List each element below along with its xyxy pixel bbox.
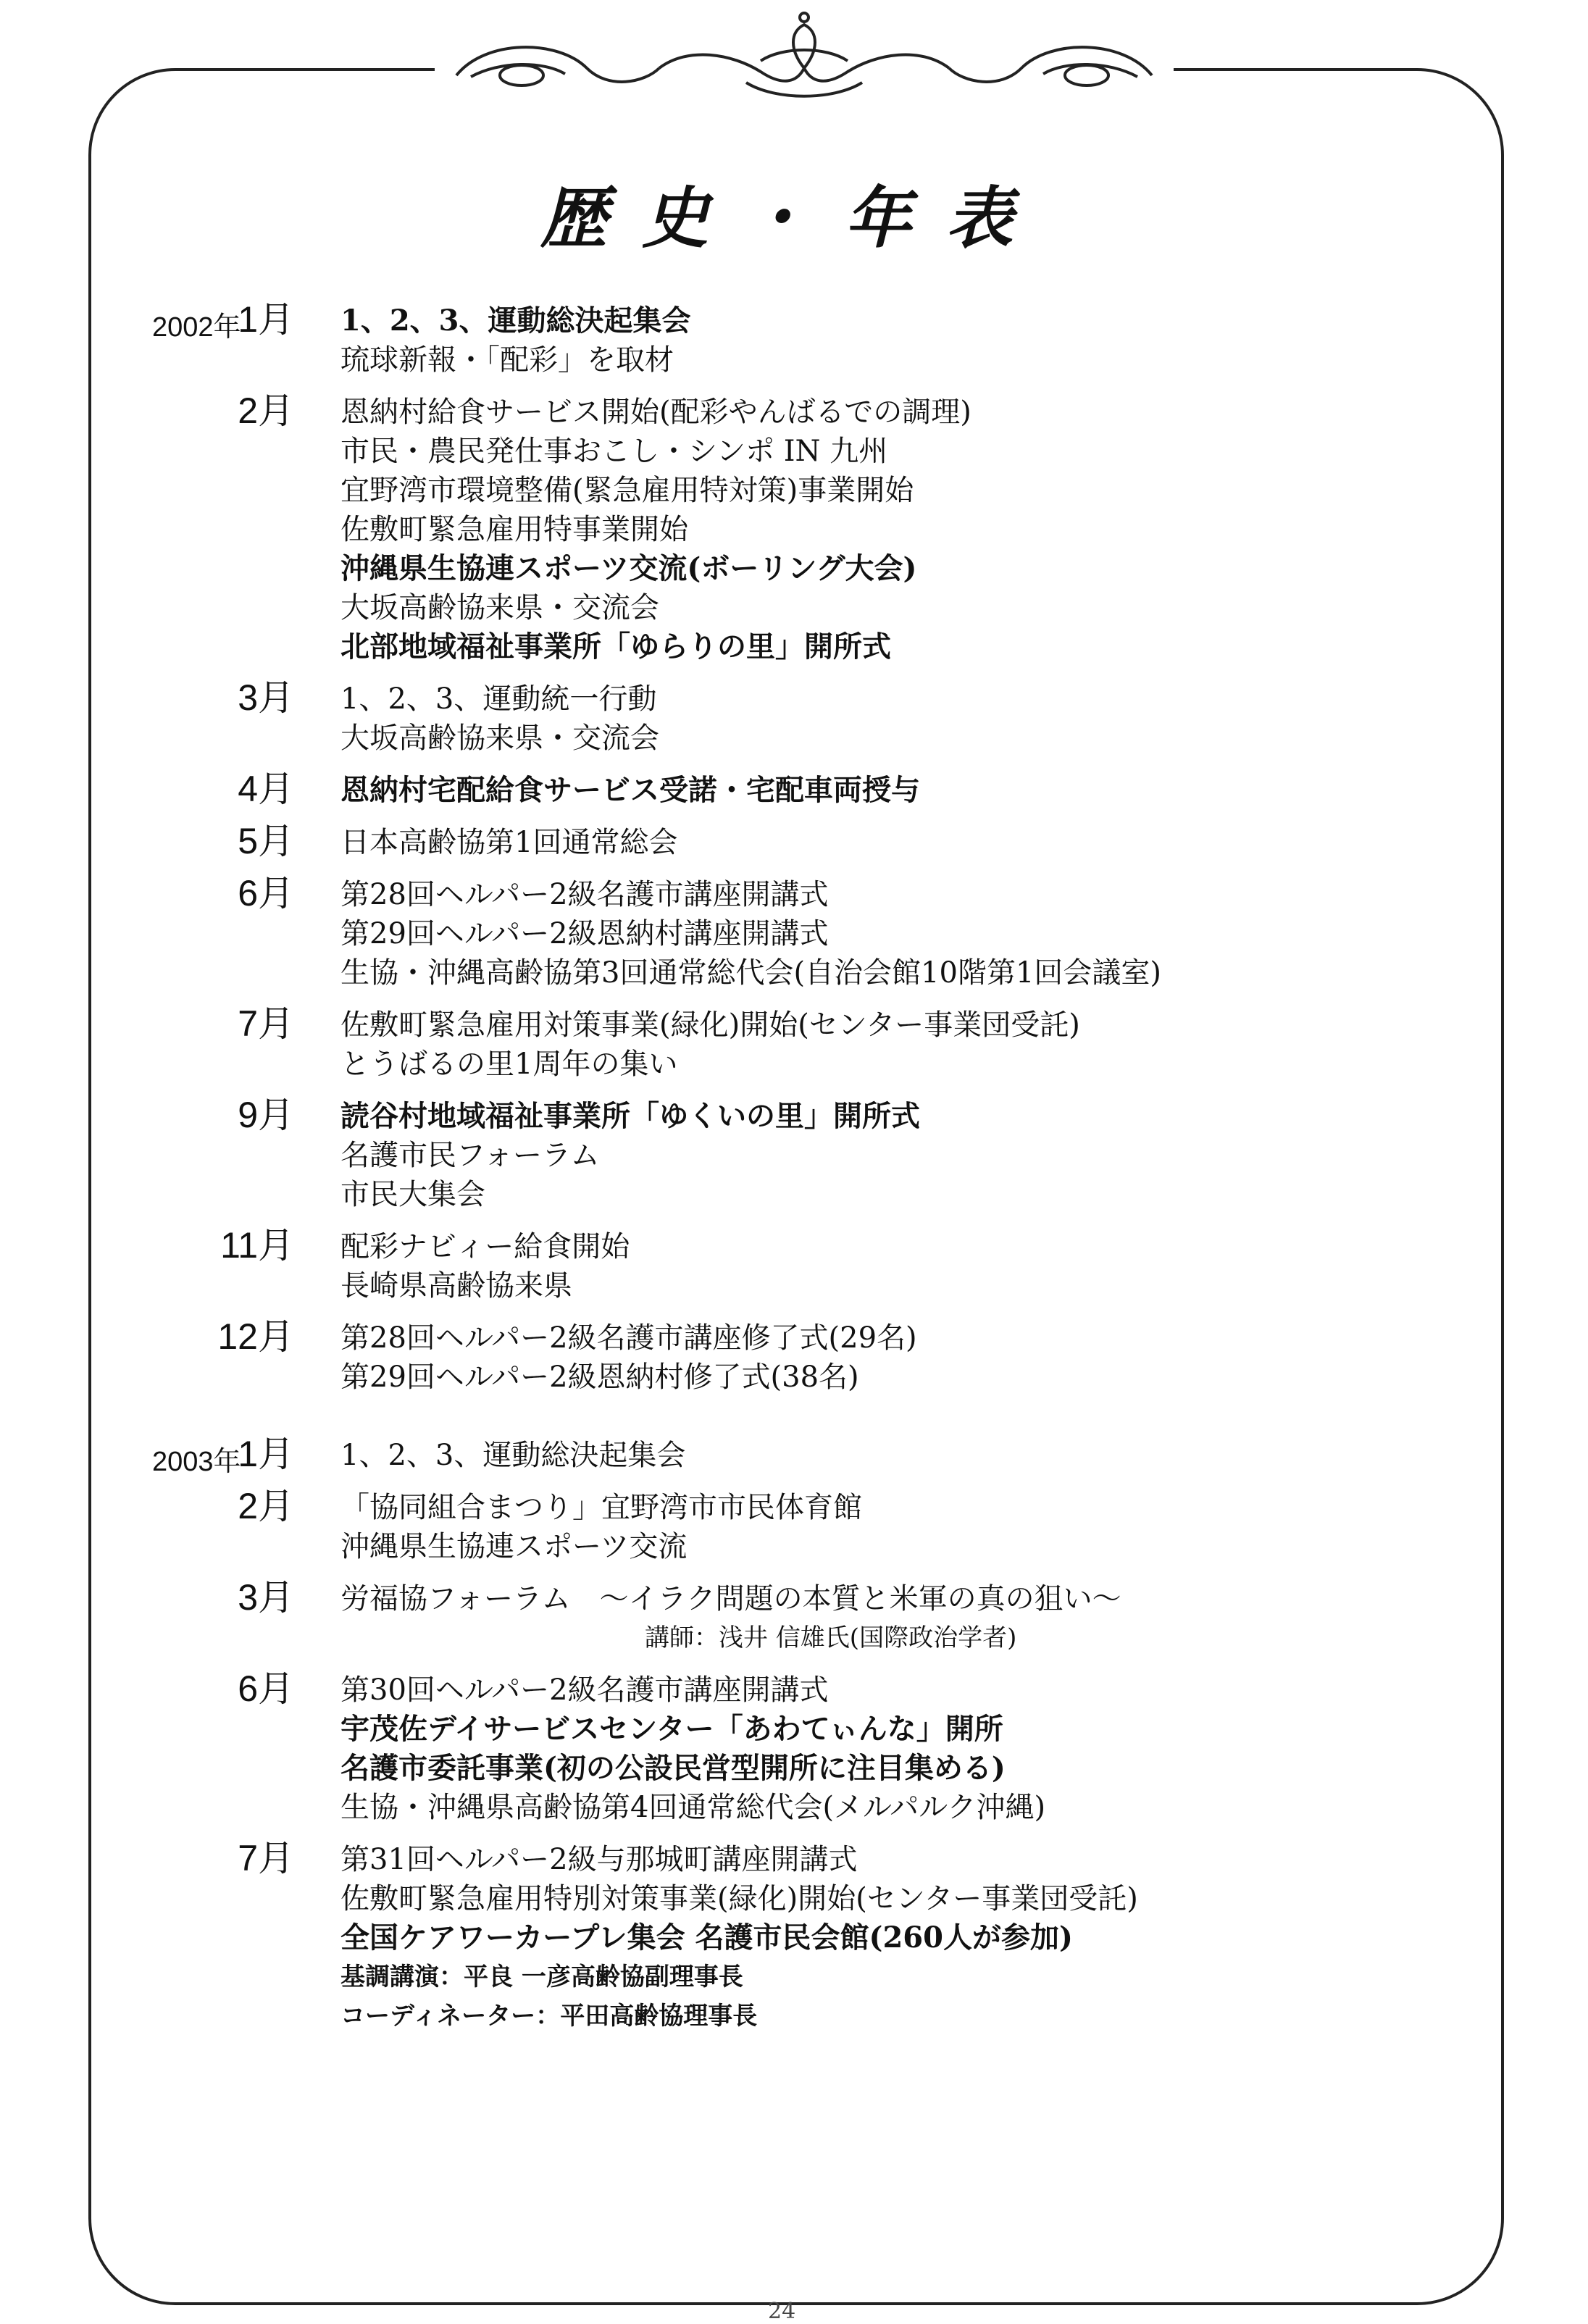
page-title: 歴史・年表	[540, 179, 1048, 257]
event-list	[340, 1224, 1588, 1305]
event-list	[340, 1094, 1588, 1214]
event-line: 佐敷町緊急雇用特別対策事業(緑化)開始(センター事業団受託)	[340, 1882, 1138, 1915]
event-line: 市民・農民発仕事おこし・シンポ IN 九州	[340, 435, 888, 468]
event-line: 生協・沖縄高齢協第3回通常総代会(自治会館10階第1回会議室)	[340, 956, 1162, 990]
timeline-entry	[0, 1224, 1588, 1305]
event-line: 第28回ヘルパー2級名護市講座修了式(29名)	[340, 1321, 917, 1355]
event-line: 第31回ヘルパー2級与那城町講座開講式	[340, 1843, 858, 1876]
event-list	[340, 872, 1588, 992]
event-line: 沖縄県生協連スポーツ交流(ボーリング大会)	[340, 551, 917, 585]
event-line: 長崎県高齢協来県	[340, 1269, 572, 1303]
event-line: 「協同組合まつり」宜野湾市市民体育館	[340, 1491, 862, 1524]
month-label: 12月	[217, 1316, 294, 1357]
month-label: 9月	[238, 1095, 294, 1135]
event-line: 恩納村給食サービス開始(配彩やんばるでの調理)	[340, 396, 971, 429]
timeline-entry	[0, 1433, 1588, 1475]
event-line: 佐敷町緊急雇用対策事業(緑化)開始(センター事業団受託)	[340, 1008, 1080, 1042]
event-list	[340, 1433, 1588, 1475]
month-label: 3月	[238, 677, 294, 718]
month-label: 6月	[238, 873, 294, 914]
event-line: 第29回ヘルパー2級恩納村修了式(38名)	[340, 1360, 859, 1394]
event-line: 名護市委託事業(初の公設民営型開所に注目集める)	[340, 1751, 1006, 1785]
event-line: 労福協フォーラム ～イラク問題の本質と米軍の真の狙い～	[340, 1582, 1121, 1615]
timeline-entry	[0, 298, 1588, 380]
month-label: 5月	[238, 821, 294, 861]
event-line: 全国ケアワーカープレ集会 名護市民会館(260人が参加)	[340, 1920, 1073, 1955]
event-line: とうばるの里1周年の集い	[340, 1048, 678, 1081]
event-line: 生協・沖縄県高齢協第4回通常総代会(メルパルク沖縄)	[340, 1791, 1046, 1824]
event-line: 北部地域福祉事業所「ゆらりの里」開所式	[340, 630, 891, 664]
event-line: 佐敷町緊急雇用特事業開始	[340, 513, 688, 546]
event-line: 宜野湾市環境整備(緊急雇用特対策)事業開始	[340, 474, 914, 507]
month-label: 7月	[238, 1838, 294, 1878]
month-label: 4月	[238, 769, 294, 809]
timeline-entry	[0, 820, 1588, 862]
event-list	[340, 1316, 1588, 1397]
event-line: 琉球新報・「配彩」を取材	[340, 343, 674, 377]
event-line: 第29回ヘルパー2級恩納村講座開講式	[340, 917, 829, 950]
month-label: 6月	[238, 1668, 294, 1709]
timeline-entry	[0, 872, 1588, 992]
event-line: 恩納村宅配給食サービス受諾・宅配車両授与	[340, 773, 920, 807]
timeline-entry	[0, 1094, 1588, 1214]
timeline-entry	[0, 768, 1588, 810]
month-label: 2月	[238, 390, 294, 431]
event-line: 大坂高齢協来県・交流会	[340, 591, 659, 624]
event-list	[340, 1003, 1588, 1084]
event-list	[340, 820, 1588, 862]
event-line: 読谷村地域福祉事業所「ゆくいの里」開所式	[340, 1099, 920, 1133]
timeline-entry	[0, 1316, 1588, 1397]
event-list	[340, 677, 1588, 758]
event-list	[340, 1837, 1588, 2036]
event-line: 宇茂佐デイサービスセンター「あわてぃんな」開所	[340, 1712, 1003, 1746]
event-line: 日本高齢協第1回通常総会	[340, 826, 678, 859]
event-line: 第30回ヘルパー2級名護市講座開講式	[340, 1673, 829, 1707]
event-line: 配彩ナビィー給食開始	[340, 1230, 630, 1263]
event-line: 名護市民フォーラム	[340, 1139, 600, 1172]
event-line: 大坂高齢協来県・交流会	[340, 722, 659, 755]
event-line: 第28回ヘルパー2級名護市講座開講式	[340, 878, 829, 911]
year-label: 2002年	[152, 312, 241, 343]
month-label: 7月	[238, 1003, 294, 1044]
event-list	[340, 1668, 1588, 1827]
event-line: 市民大集会	[340, 1178, 485, 1211]
month-label: 11月	[220, 1225, 294, 1266]
event-list	[340, 390, 1588, 666]
month-label: 3月	[238, 1577, 294, 1618]
page-number: 24	[768, 2299, 796, 2324]
event-line: 講師：浅井 信雄氏(国際政治学者)	[645, 1623, 1017, 1652]
timeline-entry	[0, 1003, 1588, 1084]
timeline-entry	[0, 1668, 1588, 1827]
event-line: コーディネーター：平田高齢協理事長	[340, 2002, 758, 2031]
event-line: 1、2、3、運動統一行動	[340, 682, 657, 716]
timeline	[0, 298, 1588, 2046]
event-line: 1、2、3、運動総決起集会	[340, 304, 691, 338]
event-line: 沖縄県生協連スポーツ交流	[340, 1530, 688, 1563]
timeline-entry	[0, 1485, 1588, 1566]
timeline-entry	[0, 390, 1588, 666]
ornament-flourish-icon	[442, 10, 1166, 112]
event-line: 基調講演：平良 一彦高齢協副理事長	[340, 1963, 743, 1991]
event-list	[340, 768, 1588, 810]
month-label: 2月	[238, 1486, 294, 1526]
event-line: 1、2、3、運動総決起集会	[340, 1439, 686, 1472]
event-list	[340, 1576, 1588, 1658]
timeline-entry	[0, 1837, 1588, 2036]
timeline-entry	[0, 677, 1588, 758]
event-list	[340, 1485, 1588, 1566]
event-list	[340, 298, 1588, 380]
timeline-entry	[0, 1576, 1588, 1658]
year-label: 2003年	[152, 1447, 241, 1477]
month-label: 1月	[238, 1434, 294, 1474]
month-label: 1月	[238, 299, 294, 340]
